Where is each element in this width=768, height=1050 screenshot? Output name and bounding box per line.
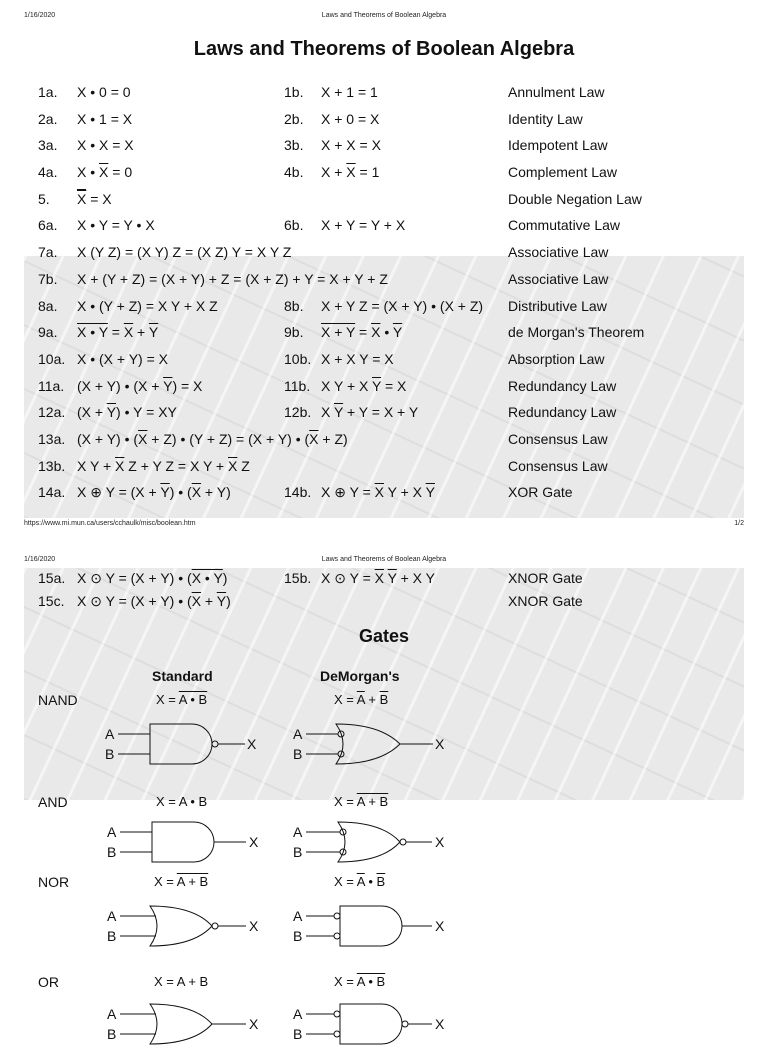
law-number: 2a.: [38, 111, 58, 127]
law-number: 9b.: [284, 324, 304, 340]
law-name: Associative Law: [508, 244, 609, 260]
law-expression: X • (Y + Z) = X Y + X Z: [77, 298, 218, 314]
svg-text:X: X: [435, 1016, 445, 1032]
law-number: 9a.: [38, 324, 58, 340]
nor-demorgan-gate: [290, 902, 460, 952]
and-standard-expression: X = A • B: [156, 794, 208, 809]
law-number: 4b.: [284, 164, 304, 180]
law-expression: $\overline{X}$ = X: [77, 191, 112, 207]
footer-page-number: 1/2: [734, 520, 744, 527]
svg-text:B: B: [293, 746, 303, 762]
law-name: XNOR Gate: [508, 570, 583, 586]
svg-text:A: A: [105, 726, 115, 742]
law-number: 10a.: [38, 351, 66, 367]
nor-standard-expression: X = A + B: [154, 874, 209, 889]
law-expression: X Y + X $\overline{Y} = X$: [321, 378, 407, 394]
svg-text:X: X: [249, 918, 259, 934]
law-name: Identity Law: [508, 111, 583, 127]
svg-text:B: B: [107, 1026, 117, 1042]
law-number: 5.: [38, 191, 50, 207]
law-number: 15a.: [38, 570, 66, 586]
svg-text:A: A: [107, 824, 117, 840]
gate-label-or: OR: [38, 974, 59, 990]
law-number: 12b.: [284, 404, 312, 420]
svg-text:X: X: [435, 918, 445, 934]
law-number: 15c.: [38, 593, 65, 609]
and-demorgan-gate: [290, 818, 460, 868]
law-expression: X + X Y = X: [321, 351, 394, 367]
svg-text:A: A: [293, 908, 303, 924]
law-name: Annulment Law: [508, 84, 605, 100]
law-name: Idempotent Law: [508, 137, 608, 153]
svg-text:B: B: [293, 928, 303, 944]
law-name: Associative Law: [508, 271, 609, 287]
law-expression: (X + Y) • $(X + \overline{Y}) = X$: [77, 378, 203, 394]
law-number: 3b.: [284, 137, 304, 153]
or-demorgan-expression: X = A • B: [334, 974, 386, 989]
svg-text:A: A: [293, 1006, 303, 1022]
law-number: 2b.: [284, 111, 304, 127]
law-name: Distributive Law: [508, 298, 607, 314]
nand-demorgan-expression: $X = \overline{A} + \overline{B}$: [334, 692, 389, 707]
header-title: Laws and Theorems of Boolean Algebra: [321, 12, 447, 19]
law-expression: X $\overline{Y} + Y = X + Y$: [321, 404, 419, 420]
law-number: 1b.: [284, 84, 304, 100]
nand-standard-gate: [100, 720, 270, 770]
law-name: Absorption Law: [508, 351, 605, 367]
law-number: 8b.: [284, 298, 304, 314]
law-name: Double Negation Law: [508, 191, 642, 207]
or-standard-expression: X = A + B: [154, 974, 209, 989]
page-2: [0, 548, 768, 1042]
law-expression: (X + Y) • $(\overline{X} + Z)$ • (Y + Z) = (X + Y) • $(\overline{X} + Z)$: [77, 431, 348, 447]
law-expression: X ⊙ $Y = \overline{X}$ $\overline{Y} + X$ Y: [321, 570, 435, 586]
or-demorgan-gate: [290, 1000, 460, 1050]
law-expression: X ⊕ $Y = (X + \overline{Y})$ • $(\overline{X} + Y)$: [77, 484, 231, 500]
law-number: 3a.: [38, 137, 58, 153]
footer-url[interactable]: https://www.mi.mun.ca/users/cchaulk/misc/boolean.htm: [24, 520, 196, 527]
law-expression: X + 1 = 1: [321, 84, 378, 100]
law-expression: X + (Y + Z) = (X + Y) + Z = (X + Z) + Y = X + Y + Z: [77, 271, 388, 287]
law-expression: X $Y + \overline{X}$ Z + Y Z = X $Y + \overline{X}$ Z: [77, 458, 250, 474]
law-number: 6b.: [284, 217, 304, 233]
law-name: XNOR Gate: [508, 593, 583, 609]
law-expression: X + Y Z = (X + Y) • (X + Z): [321, 298, 484, 314]
law-expression: X • 0 = 0: [77, 84, 131, 100]
law-number: 11b.: [284, 378, 311, 394]
nand-demorgan-gate: [288, 720, 458, 770]
law-number: 4a.: [38, 164, 58, 180]
law-name: de Morgan's Theorem: [508, 324, 645, 340]
law-expression: $(X + \overline{Y})$ • Y = XY: [77, 404, 177, 420]
nor-demorgan-expression: $X = \overline{A}$ • $\overline{B}$: [334, 874, 386, 889]
svg-text:B: B: [105, 746, 115, 762]
law-number: 7a.: [38, 244, 58, 260]
law-expression: X ⊕ $Y = \overline{X}$ Y + X $\overline{Y}$: [321, 484, 435, 500]
law-name: Commutative Law: [508, 217, 621, 233]
law-name: Complement Law: [508, 164, 617, 180]
law-number: 1a.: [38, 84, 58, 100]
law-expression: X • Y = Y • X: [77, 217, 155, 233]
law-name: Redundancy Law: [508, 378, 617, 394]
law-number: 13a.: [38, 431, 66, 447]
law-number: 7b.: [38, 271, 58, 287]
svg-text:X: X: [435, 736, 445, 752]
header-date: 1/16/2020: [24, 556, 56, 563]
law-expression: X + 0 = X: [321, 111, 380, 127]
law-expression: X + Y = Y + X: [321, 217, 406, 233]
svg-text:A: A: [107, 1006, 117, 1022]
page-separator: [0, 530, 768, 548]
law-name: XOR Gate: [508, 484, 573, 500]
law-expression: X • $\overline{X} = 0$: [77, 164, 133, 180]
svg-text:B: B: [293, 844, 303, 860]
law-expression: X • (X + Y) = X: [77, 351, 169, 367]
law-number: 10b.: [284, 351, 312, 367]
law-expression: $X + Y = \overline{X}$ • $\overline{Y}$: [321, 324, 403, 340]
law-expression: X ⊙ Y = (X + Y) • (X • Y): [77, 570, 228, 586]
law-expression: $X + \overline{X} = 1$: [321, 164, 380, 180]
and-demorgan-expression: X = A + B: [334, 794, 389, 809]
demorgan-column-heading: DeMorgan's: [320, 668, 400, 684]
svg-text:A: A: [293, 824, 303, 840]
standard-column-heading: Standard: [152, 668, 213, 684]
law-expression-tail: = XY: [146, 404, 177, 420]
law-number: 14b.: [284, 484, 312, 500]
law-number: 11a.: [38, 378, 65, 394]
svg-text:X: X: [249, 1016, 259, 1032]
svg-text:X: X: [247, 736, 257, 752]
svg-text:A: A: [107, 908, 117, 924]
header-date: 1/16/2020: [24, 12, 56, 19]
law-number: 6a.: [38, 217, 58, 233]
svg-text:X: X: [435, 834, 445, 850]
law-name: Consensus Law: [508, 458, 608, 474]
svg-text:B: B: [293, 1026, 303, 1042]
svg-text:B: B: [107, 928, 117, 944]
or-standard-gate: [104, 1000, 274, 1050]
gates-heading: Gates: [358, 626, 410, 646]
svg-text:A: A: [293, 726, 303, 742]
law-number: 8a.: [38, 298, 58, 314]
law-expression: X ⊙ Y = (X + Y) • $(\overline{X} + \overline{Y})$: [77, 593, 231, 609]
nor-standard-gate: [104, 902, 274, 952]
gate-label-nand: NAND: [38, 692, 78, 708]
law-expression: X + X = X: [321, 137, 381, 153]
header-title: Laws and Theorems of Boolean Algebra: [321, 556, 447, 563]
law-expression: X • $Y = \overline{X} + \overline{Y}$: [77, 324, 159, 340]
and-standard-gate: [104, 818, 274, 868]
law-name: Redundancy Law: [508, 404, 617, 420]
nand-standard-expression: X = A • B: [156, 692, 208, 707]
law-number: 15b.: [284, 570, 312, 586]
law-number: 14a.: [38, 484, 66, 500]
law-name: Consensus Law: [508, 431, 608, 447]
law-number: 12a.: [38, 404, 66, 420]
gate-label-and: AND: [38, 794, 68, 810]
law-expression: X • 1 = X: [77, 111, 133, 127]
gate-label-nor: NOR: [38, 874, 70, 890]
svg-text:X: X: [249, 834, 259, 850]
svg-text:B: B: [107, 844, 117, 860]
page-title: Laws and Theorems of Boolean Algebra: [193, 38, 575, 60]
law-expression: X • X = X: [77, 137, 134, 153]
law-number: 13b.: [38, 458, 66, 474]
law-expression: X (Y Z) = (X Y) Z = (X Z) Y = X Y Z: [77, 244, 292, 260]
